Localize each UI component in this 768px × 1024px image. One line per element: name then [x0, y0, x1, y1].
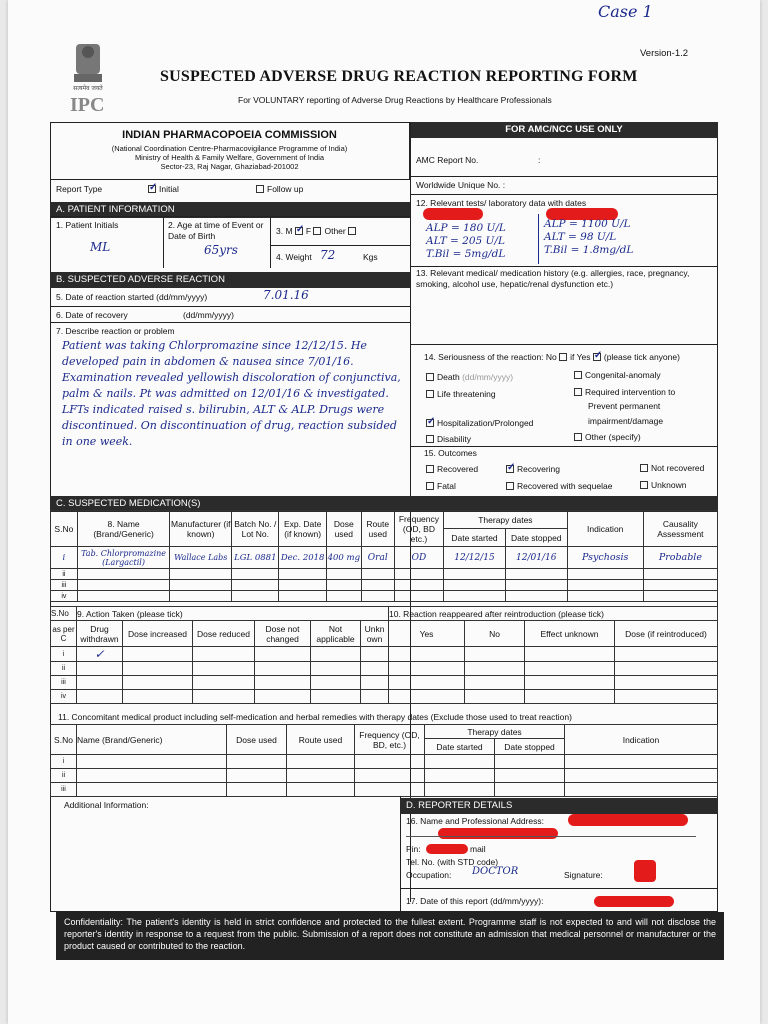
lab-divider — [538, 214, 539, 264]
manufacturer-value: Wallace Labs — [170, 547, 232, 569]
action-row: ii — [51, 662, 718, 676]
reappeared-label: 10. Reaction reappeared after reintroduction (please tick) — [389, 607, 718, 621]
death-label: Death — [437, 372, 460, 382]
weight-unit: Kgs — [363, 252, 378, 262]
sex-field[interactable] — [276, 226, 359, 237]
dose-value: 400 mg — [326, 547, 361, 569]
concomitant-row: ii — [51, 769, 718, 783]
additional-info-label: Additional Information: — [64, 800, 149, 810]
sex-f-label: F — [305, 226, 312, 236]
report-date-label: 17. Date of this report (dd/mm/yyyy): — [406, 896, 544, 906]
as-per-c-label: as per C — [51, 621, 77, 647]
hospitalization-option[interactable] — [426, 418, 533, 429]
case-note: Case 1 — [598, 2, 653, 21]
describe-label: 7. Describe reaction or problem — [56, 326, 175, 336]
report-type-initial[interactable] — [148, 184, 179, 195]
recovered-option[interactable] — [426, 464, 478, 475]
divider — [270, 216, 271, 268]
pin-label: Pin: — [406, 844, 421, 854]
form-sheet — [8, 0, 760, 1024]
col-frequency: Frequency (OD, BD, etc.) — [355, 725, 425, 755]
underline — [406, 836, 696, 837]
death-checkbox[interactable] — [426, 373, 434, 381]
row-sno: i — [51, 547, 78, 569]
life-threatening-option[interactable] — [426, 389, 496, 400]
seriousness-label — [424, 352, 680, 363]
col-unknown: Unkn own — [361, 621, 389, 647]
col-yes: Yes — [389, 621, 465, 647]
concomitant-row: i — [51, 755, 718, 769]
col-not-applicable: Not applicable — [311, 621, 361, 647]
col-dose: Dose used — [326, 511, 361, 547]
disability-option[interactable] — [426, 434, 471, 445]
report-type-label: Report Type — [56, 184, 103, 194]
col-indication: Indication — [567, 511, 643, 547]
divider — [400, 888, 718, 889]
occupation-label: Occupation: — [406, 870, 452, 880]
concomitant-label: 11. Concomitant medical product including self-medication and herbal remedies with therapy dates (Exclude those used to treat reaction) — [58, 712, 572, 722]
signature-label: Signature: — [564, 870, 603, 880]
confidentiality-note: Confidentiality: The patient's identity is held in strict confidence and protected to the fullest extent. Programme staff is not expected to and will not disclose the reporter's identity in response to a request from the public. Submission of a report does not constitute an admission that medical personnel or manufacturer or the product caused or contributed to the reaction. — [56, 912, 724, 960]
followup-label: Follow up — [267, 184, 304, 194]
worldwide-no: Worldwide Unique No. : — [416, 180, 506, 190]
seriousness-no-checkbox[interactable] — [559, 353, 567, 361]
commission-line3: Sector-23, Raj Nagar, Ghaziabad-201002 — [160, 162, 299, 171]
report-type-followup[interactable] — [256, 184, 303, 195]
concomitant-table — [50, 724, 718, 797]
divider — [410, 194, 718, 195]
amc-header: FOR AMC/NCC USE ONLY — [410, 122, 718, 138]
stop-date-value: 12/01/16 — [505, 547, 567, 569]
congenital-checkbox[interactable] — [574, 371, 582, 379]
patient-initials-label: 1. Patient Initials — [56, 220, 119, 230]
drug-name: Tab. Chlorpromazine (Largactil) — [77, 547, 170, 569]
death-format: (dd/mm/yyyy) — [462, 372, 514, 382]
congenital-option[interactable] — [574, 370, 661, 381]
fatal-checkbox[interactable] — [426, 482, 434, 490]
form-title: SUSPECTED ADVERSE DRUG REACTION REPORTING FORM — [160, 68, 638, 85]
divider — [410, 176, 718, 177]
action-taken-label: 9. Action Taken (please tick) — [77, 607, 389, 621]
action-sno: S.No — [51, 607, 77, 621]
recovered-label: Recovered — [437, 464, 479, 474]
age-label: 2. Age at time of Event or Date of Birth — [168, 220, 264, 241]
section-b-header: B. SUSPECTED ADVERSE REACTION — [50, 272, 410, 288]
death-option[interactable] — [426, 372, 513, 383]
medication-row — [51, 547, 718, 569]
sex-other-checkbox[interactable] — [348, 227, 356, 235]
commission-line1: (National Coordination Centre-Pharmacovigilance Programme of India) — [111, 144, 348, 153]
divider — [50, 322, 410, 323]
section-a-header: A. PATIENT INFORMATION — [50, 202, 410, 218]
col-dose-not-changed: Dose not changed — [255, 621, 311, 647]
col-date-started: Date started — [444, 529, 506, 547]
divider — [163, 216, 164, 268]
sex-f-checkbox[interactable] — [313, 227, 321, 235]
divider — [270, 245, 410, 246]
col-route: Route used — [287, 725, 355, 755]
if-yes-label: if Yes — [570, 352, 591, 362]
col-date-stopped: Date stopped — [505, 529, 567, 547]
unknown-option[interactable] — [640, 480, 686, 491]
action-row: iv — [51, 690, 718, 704]
weight-label: 4. Weight — [276, 252, 312, 262]
unknown-label: Unknown — [651, 480, 687, 490]
sex-other-label: Other — [324, 226, 346, 236]
weight-value: 72 — [320, 248, 336, 262]
exp-value: Dec. 2018 — [279, 547, 326, 569]
seriousness-yes-checkbox[interactable]: ✓ — [593, 350, 603, 361]
col-name: 8. Name (Brand/Generic) — [77, 511, 170, 547]
hospitalization-checkbox[interactable]: ✓ — [427, 416, 436, 427]
col-sno: S.No — [51, 725, 77, 755]
section-c-header: C. SUSPECTED MEDICATION(S) — [50, 496, 718, 512]
date-started-value: 7.01.16 — [263, 288, 309, 302]
col-exp: Exp. Date (if known) — [279, 511, 326, 547]
disability-checkbox[interactable] — [426, 435, 434, 443]
col-name: Name (Brand/Generic) — [77, 725, 227, 755]
please-tick-label: (please tick anyone) — [603, 352, 680, 362]
sequelae-option[interactable] — [506, 481, 612, 492]
unknown-checkbox[interactable] — [640, 481, 648, 489]
concomitant-row: iii — [51, 783, 718, 797]
col-manufacturer: Manufacturer (if known) — [170, 511, 232, 547]
action-row: iii — [51, 676, 718, 690]
col-dose-reduced: Dose reduced — [193, 621, 255, 647]
outcomes-label: 15. Outcomes — [424, 448, 477, 458]
life-threatening-checkbox[interactable] — [426, 390, 434, 398]
date-started-label: 5. Date of reaction started (dd/mm/yyyy) — [56, 292, 208, 302]
initial-label: Initial — [159, 184, 179, 194]
divider — [50, 216, 410, 217]
frequency-value: OD — [394, 547, 443, 569]
life-threatening-label: Life threatening — [437, 389, 496, 399]
other-label: Other (specify) — [585, 432, 641, 442]
lab-data-label: 12. Relevant tests/ laboratory data with dates — [416, 198, 587, 208]
logo-text: IPC — [70, 94, 105, 116]
col-therapy: Therapy dates — [425, 725, 565, 739]
version-label: Version-1.2 — [640, 48, 689, 59]
lab-values-right: ALP = 1100 U/L ALT = 98 U/L T.Bil = 1.8mg/dL — [544, 218, 634, 256]
not-recovered-checkbox[interactable] — [640, 464, 648, 472]
lab-values-left: ALP = 180 U/L ALT = 205 U/L T.Bil = 5mg/dL — [426, 222, 506, 260]
intervention-checkbox[interactable] — [574, 388, 582, 396]
causality-value: Probable — [643, 547, 717, 569]
sequelae-label: Recovered with sequelae — [517, 481, 613, 491]
ipc-logo — [66, 40, 110, 120]
col-effect-unknown: Effect unknown — [525, 621, 615, 647]
sex-m-label: 3. M — [276, 226, 293, 236]
recovering-option[interactable] — [506, 464, 560, 475]
age-value: 65yrs — [204, 243, 238, 257]
form-subtitle: For VOLUNTARY reporting of Adverse Drug Reactions by Healthcare Professionals — [238, 95, 552, 105]
tel-label: Tel. No. (with STD code) — [406, 857, 499, 867]
suspected-medication-table — [50, 510, 718, 602]
medical-history-label: 13. Relevant medical/ medication history (e.g. allergies, race, pregnancy, smoking, alcohol use, hepatic/renal dysfunction etc.) — [416, 268, 690, 289]
col-date-stopped: Date stopped — [495, 739, 565, 755]
medication-row: iii — [51, 580, 718, 591]
commission-line2: Ministry of Health & Family Welfare, Government of India — [134, 153, 325, 162]
redaction — [426, 844, 468, 854]
medication-row: iv — [51, 591, 718, 602]
divider — [410, 344, 718, 345]
col-causality: Causality Assessment — [643, 511, 717, 547]
indication-value: Psychosis — [567, 547, 643, 569]
occupation-value: DOCTOR — [472, 866, 519, 877]
reaction-description: Patient was taking Chlorpromazine since 12/12/15. He developed pain in abdomen & nausea since 7/01/16. Examination revealed yellowish discoloration of conjunctiva, palm & nails. Pt was admitted on 12/01/16 & investigated. LFTs indicated raised s. bilirubin, ALT & ALP. Drugs were discontinued. On discontinuation of drug, reaction subsided in one week. — [62, 339, 401, 448]
action-table — [50, 606, 718, 704]
prevent-label: Prevent permanent — [588, 401, 661, 411]
amc-report-no: AMC Report No. — [416, 155, 479, 165]
start-date-value: 12/12/15 — [444, 547, 506, 569]
fatal-option[interactable] — [426, 481, 456, 492]
disability-label: Disability — [437, 434, 472, 444]
recovery-label: 6. Date of recovery — [56, 310, 128, 320]
not-recovered-label: Not recovered — [651, 463, 705, 473]
col-dose-reintroduced: Dose (if reintroduced) — [615, 621, 718, 647]
col-dose-increased: Dose increased — [123, 621, 193, 647]
congenital-label: Congenital-anomaly — [585, 370, 661, 380]
sequelae-checkbox[interactable] — [506, 482, 514, 490]
email-label: mail — [470, 844, 486, 854]
followup-checkbox[interactable] — [256, 185, 264, 193]
col-route: Route used — [361, 511, 394, 547]
intervention-option[interactable] — [574, 387, 675, 398]
amc-colon: : — [538, 155, 541, 165]
action-row: i ✓ — [51, 647, 718, 662]
patient-initials-value: ML — [90, 240, 111, 254]
redaction — [423, 208, 483, 220]
hospitalization-label: Hospitalization/Prolonged — [437, 418, 534, 428]
intervention-label: Required intervention to — [585, 387, 676, 397]
redaction — [594, 896, 674, 907]
initial-checkbox[interactable]: ✓ — [149, 182, 158, 193]
col-no: No — [465, 621, 525, 647]
divider — [410, 266, 718, 267]
col-drug-withdrawn: Drug withdrawn — [77, 621, 123, 647]
recovering-label: Recovering — [517, 464, 560, 474]
divider — [50, 306, 410, 307]
other-checkbox[interactable] — [574, 433, 582, 441]
impairment-label: impairment/damage — [588, 416, 664, 426]
other-option[interactable] — [574, 432, 641, 443]
col-therapy: Therapy dates — [444, 511, 568, 529]
col-batch: Batch No. / Lot No. — [232, 511, 279, 547]
fatal-label: Fatal — [437, 481, 456, 491]
col-dose: Dose used — [227, 725, 287, 755]
seriousness-text: 14. Seriousness of the reaction: No — [424, 352, 557, 362]
col-indication: Indication — [565, 725, 718, 755]
recovered-checkbox[interactable] — [426, 465, 434, 473]
col-date-started: Date started — [425, 739, 495, 755]
batch-value: LGL 0881 — [232, 547, 279, 569]
commission-name: INDIAN PHARMACOPOEIA COMMISSION — [122, 129, 337, 141]
svg-text:सत्यमेव जयते: सत्यमेव जयते — [73, 85, 103, 92]
divider — [410, 446, 718, 447]
reporter-name-label: 16. Name and Professional Address: — [406, 816, 544, 826]
redaction — [634, 860, 656, 882]
recovery-format: (dd/mm/yyyy) — [183, 310, 234, 320]
sex-m-checkbox[interactable]: ✓ — [295, 224, 305, 235]
col-frequency: Frequency (OD, BD etc.) — [394, 511, 443, 547]
redaction — [438, 828, 558, 839]
route-value: Oral — [361, 547, 394, 569]
recovering-checkbox[interactable]: ✓ — [507, 462, 516, 473]
commission-block — [50, 122, 410, 180]
section-d-header: D. REPORTER DETAILS — [400, 798, 718, 814]
redaction — [568, 814, 688, 826]
col-sno: S.No — [51, 511, 78, 547]
medication-row: ii — [51, 569, 718, 580]
drug-withdrawn-tick[interactable]: ✓ — [77, 647, 123, 662]
not-recovered-option[interactable] — [640, 463, 704, 474]
